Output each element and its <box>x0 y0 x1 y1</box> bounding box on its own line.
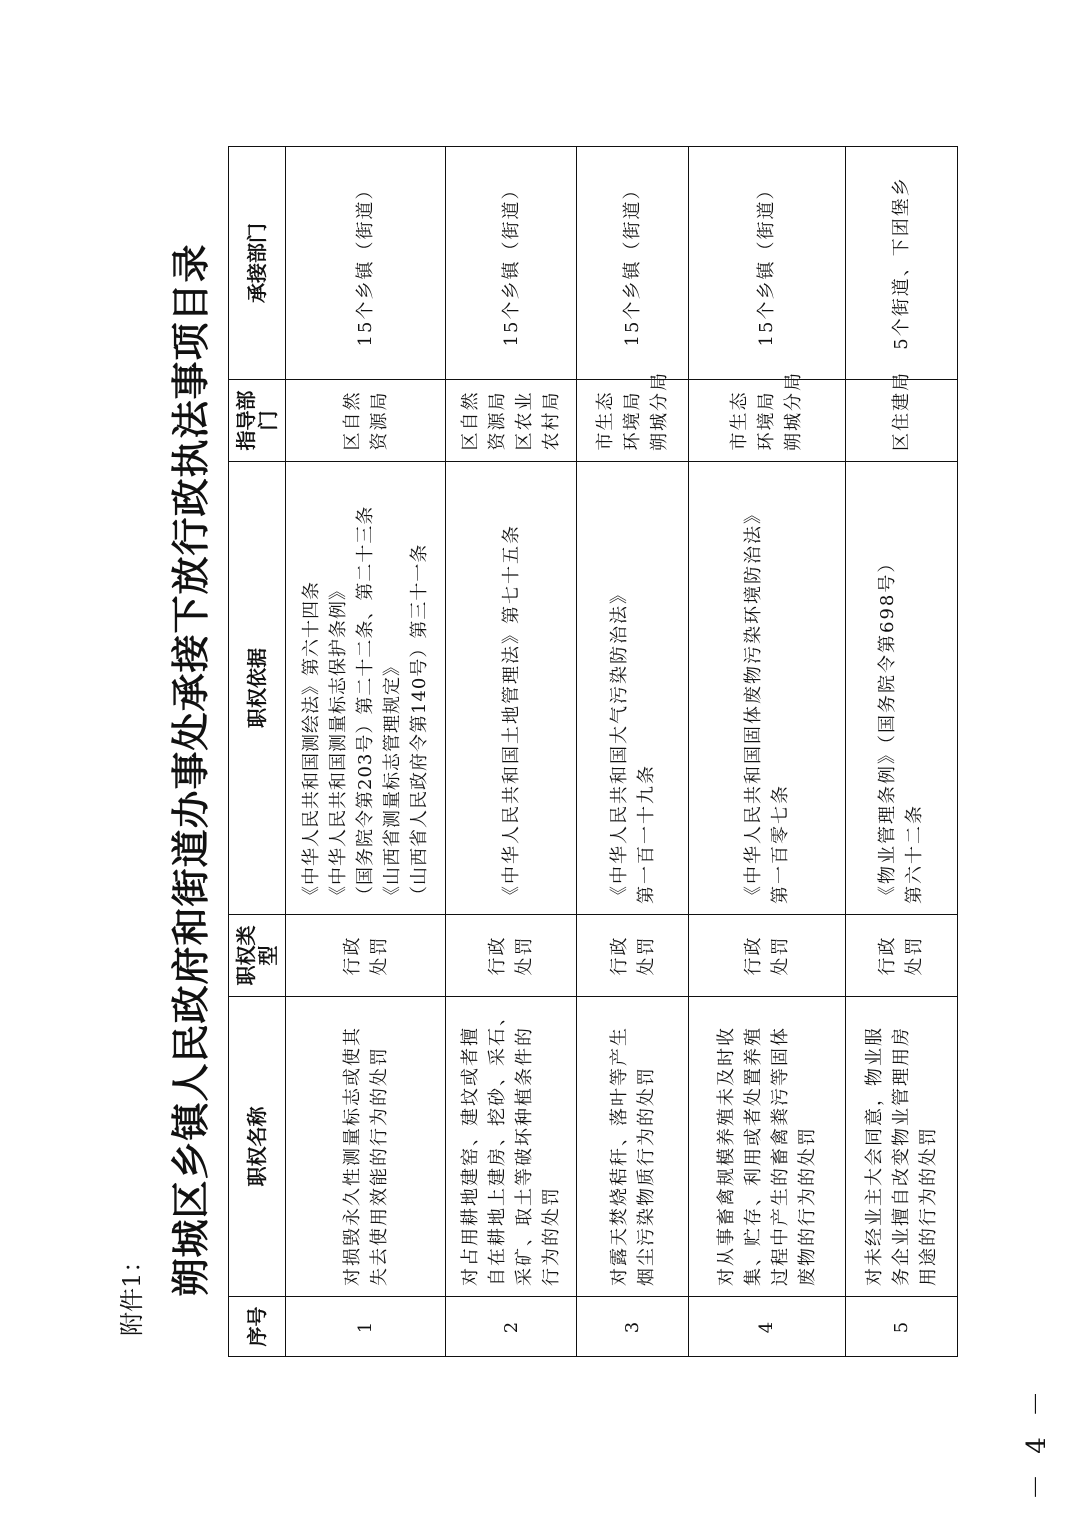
header-row <box>229 147 286 1357</box>
cell-type <box>576 915 688 997</box>
items-table <box>228 146 958 1357</box>
basis-line: 《中华人民共和国土地管理法》第七十五条 <box>500 524 522 904</box>
cell-type <box>845 915 957 997</box>
cell-seq: 4 <box>689 1297 845 1357</box>
type-line: 处罚 <box>904 935 926 976</box>
basis-line: 《中华人民共和国测量标志保护条例》 <box>328 581 350 904</box>
cell-name <box>286 997 446 1297</box>
cell-guide <box>845 371 957 462</box>
table-row <box>689 147 845 1357</box>
guide-line: 区农业 <box>514 390 536 451</box>
type-line: 处罚 <box>769 935 791 976</box>
basis-line: 第六十二条 <box>904 804 926 904</box>
name-line: 过程中产生的畜禽粪污等固体 <box>769 1026 791 1286</box>
name-line: 对露天焚烧秸秆、落叶等产生 <box>608 1026 630 1286</box>
header-basis: 职权依据 <box>229 462 286 915</box>
type-line: 行政 <box>877 935 899 976</box>
cell-basis <box>286 462 446 915</box>
header-recv: 承接部门 <box>229 147 286 380</box>
name-line: 对损毁永久性测量标志或使其 <box>341 1026 363 1286</box>
name-line: 废物的行为的处罚 <box>796 1126 818 1286</box>
cell-type <box>689 915 845 997</box>
basis-line: 第一百一十九条 <box>635 764 657 904</box>
guide-line: 区自然 <box>341 390 363 451</box>
name-line: 对从事畜禽规模养殖未及时收 <box>715 1026 737 1286</box>
name-line: 烟尘污染物质行为的处罚 <box>635 1066 657 1286</box>
cell-name <box>845 997 957 1297</box>
name-line: 集、贮存、利用或者处置养殖 <box>742 1026 764 1286</box>
type-line: 行政 <box>742 935 764 976</box>
cell-basis <box>689 462 845 915</box>
table-row <box>845 147 957 1357</box>
header-guide: 指导部门 <box>229 380 286 462</box>
name-line: 采矿、取土等破坏种植条件的 <box>514 1026 536 1286</box>
cell-seq: 2 <box>446 1297 576 1357</box>
guide-line: 朔城分局 <box>649 371 670 451</box>
cell-basis <box>446 462 576 915</box>
type-line: 行政 <box>341 935 363 976</box>
basis-line: 第一百零七条 <box>769 784 791 904</box>
cell-guide <box>446 380 576 462</box>
guide-line: 区住建局 <box>890 371 912 451</box>
name-line: 自在耕地上建房、挖砂、采石、 <box>487 1006 509 1286</box>
cell-name <box>446 997 576 1297</box>
guide-line: 区自然 <box>460 390 482 451</box>
guide-line: 资源局 <box>487 390 509 451</box>
cell-recv: 15个乡镇（街道） <box>576 147 688 380</box>
basis-line: （山西省人民政府令第140号）第三十一条 <box>409 543 431 904</box>
document-title: 朔城区乡镇人民政府和街道办事处承接下放行政执法事项目录 <box>168 243 213 1297</box>
cell-basis <box>845 462 957 915</box>
page-number: － 4 － <box>1022 1384 1052 1500</box>
cell-seq: 1 <box>286 1297 446 1357</box>
cell-guide <box>576 371 688 462</box>
name-line: 行为的处罚 <box>541 1186 563 1286</box>
cell-recv: 15个乡镇（街道） <box>286 147 446 380</box>
type-line: 处罚 <box>368 935 390 976</box>
basis-line: 《中华人民共和国固体废物污染环境防治法》 <box>742 504 764 904</box>
guide-line: 环境局 <box>756 390 778 451</box>
guide-line: 农村局 <box>541 390 563 451</box>
table-row <box>286 147 446 1357</box>
basis-line: 《中华人民共和国测绘法》第六十四条 <box>301 581 323 904</box>
cell-name <box>576 997 688 1297</box>
type-line: 处罚 <box>635 935 657 976</box>
guide-line: 市生态 <box>729 390 751 451</box>
name-line: 用途的行为的处罚 <box>917 1126 939 1286</box>
name-line: 对占用耕地建窑、建坟或者擅 <box>460 1026 482 1286</box>
basis-line: 《物业管理条例》（国务院令第698号） <box>877 552 899 904</box>
type-line: 行政 <box>608 935 630 976</box>
guide-line: 朔城分局 <box>783 371 805 451</box>
basis-line: 《山西省测量标志管理规定》 <box>382 657 404 904</box>
name-line: 务企业擅自改变物业管理用房 <box>890 1026 912 1286</box>
cell-name <box>689 997 845 1297</box>
cell-guide <box>286 380 446 462</box>
cell-type <box>446 915 576 997</box>
table-row <box>446 147 576 1357</box>
cell-guide <box>689 371 845 462</box>
basis-line: （国务院令第203号）第二十二条、第二十三条 <box>355 505 377 904</box>
guide-line: 资源局 <box>368 390 390 451</box>
guide-line: 市生态 <box>595 390 616 451</box>
name-line: 失去使用效能的行为的处罚 <box>368 1046 390 1286</box>
name-line: 对未经业主大会同意，物业服 <box>863 1026 885 1286</box>
cell-seq: 3 <box>576 1297 688 1357</box>
header-seq: 序号 <box>229 1297 286 1357</box>
type-line: 行政 <box>487 935 509 976</box>
basis-line: 《中华人民共和国大气污染防治法》 <box>608 584 630 904</box>
cell-basis <box>576 462 688 915</box>
type-line: 处罚 <box>514 935 536 976</box>
cell-type <box>286 915 446 997</box>
cell-seq: 5 <box>845 1297 957 1357</box>
guide-line: 环境局 <box>622 390 643 451</box>
header-name: 职权名称 <box>229 997 286 1297</box>
attachment-label: 附件1： <box>118 1248 146 1336</box>
cell-recv: 15个乡镇（街道） <box>689 147 845 380</box>
cell-recv: 5个街道、下团堡乡 <box>845 147 957 380</box>
cell-recv: 15个乡镇（街道） <box>446 147 576 380</box>
header-type: 职权类型 <box>229 915 286 997</box>
table-row <box>576 147 688 1357</box>
